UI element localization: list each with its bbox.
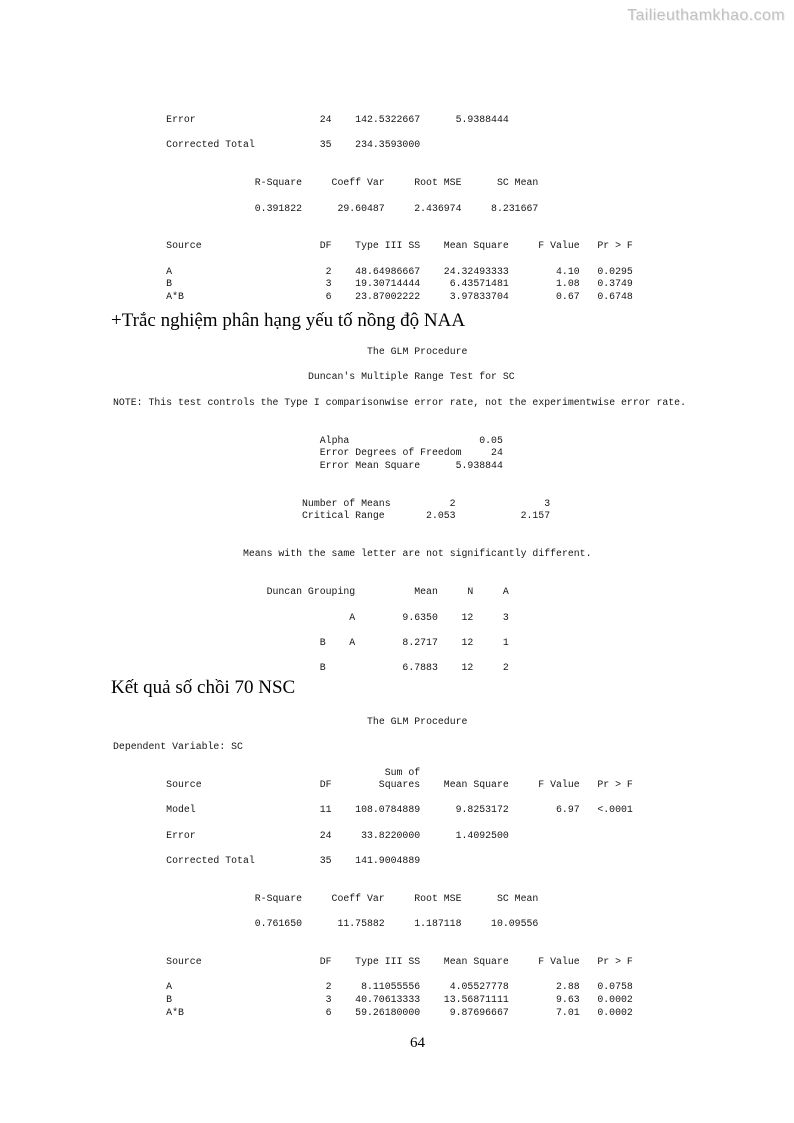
cell-pr: 0.0758 — [597, 981, 633, 993]
col-header-df: DF — [319, 956, 332, 968]
col-header-f-value: F Value — [538, 956, 580, 968]
sas-output-duncan-test — [113, 346, 733, 675]
table-row — [113, 114, 733, 127]
cell-a: 3 — [502, 611, 509, 623]
cell-f: 7.01 — [556, 1006, 580, 1018]
note-line — [113, 397, 733, 410]
cell-n: 12 — [461, 662, 474, 674]
cell-group-letter: B — [319, 636, 326, 648]
table-row — [113, 278, 733, 291]
dependent-variable-text: Dependent Variable: SC — [113, 741, 243, 753]
cell-ms: 24.32493333 — [443, 265, 509, 277]
cell-ms: 4.05527778 — [449, 981, 509, 993]
cell-df: 3 — [325, 278, 332, 290]
cell-ss: 108.0784889 — [355, 804, 421, 816]
cell-source: Model — [166, 804, 196, 816]
note-text: NOTE: This test controls the Type I comparisonwise error rate, not the experimentwise error rate. — [113, 396, 686, 408]
cell-group-letter: B — [319, 662, 326, 674]
param-label: Error Mean Square — [319, 459, 421, 471]
col-header-pr-f: Pr > F — [597, 956, 633, 968]
cell-source: A — [166, 265, 173, 277]
cell-ms: 9.87696667 — [449, 1006, 509, 1018]
col-header-r-square: R-Square — [254, 892, 303, 904]
table-row — [113, 981, 733, 994]
cell-f: 4.10 — [556, 265, 580, 277]
cell-ss: 40.70613333 — [355, 994, 421, 1006]
glm-procedure-title: The GLM Procedure — [367, 716, 468, 727]
grouping-row — [113, 612, 733, 625]
cell-f: 1.08 — [556, 278, 580, 290]
cell-ms: 9.8253172 — [455, 804, 509, 816]
table-row — [113, 1007, 733, 1020]
col-header-mean: Mean — [414, 586, 438, 598]
cell-value: 2.157 — [520, 510, 551, 522]
page-number: 64 — [410, 1035, 425, 1051]
cell-pr: 0.3749 — [597, 278, 633, 290]
cell-pr: 0.0002 — [597, 994, 633, 1006]
cell-df: 35 — [319, 139, 332, 151]
grouping-header-row — [113, 586, 733, 599]
table-header-row — [113, 779, 733, 792]
cell-f: 2.88 — [556, 981, 580, 993]
fit-stats-header-row — [113, 177, 733, 190]
col-header-sc-mean: SC Mean — [496, 177, 539, 189]
cell-sc-mean: 8.231667 — [491, 202, 539, 214]
cell-df: 6 — [325, 1006, 332, 1018]
cell-a: 1 — [502, 636, 509, 648]
grouping-row — [113, 637, 733, 650]
cell-ms: 13.56871111 — [443, 994, 509, 1006]
cell-group-letter: A — [349, 611, 356, 623]
legend-text: Means with the same letter are not significantly different. — [242, 548, 592, 560]
col-header-mean-square: Mean Square — [443, 240, 509, 252]
cell-df: 3 — [325, 994, 332, 1006]
col-header-df: DF — [319, 240, 332, 252]
procedure-title — [113, 346, 733, 359]
cell-ms: 3.97833704 — [449, 291, 509, 302]
col-header-pr-f: Pr > F — [597, 240, 633, 252]
cell-mean: 9.6350 — [402, 611, 438, 623]
cell-df: 6 — [325, 291, 332, 302]
cell-ms: 5.9388444 — [455, 114, 509, 125]
col-header-mean-square: Mean Square — [443, 779, 509, 791]
cell-source: A*B — [166, 1006, 184, 1018]
col-header-a: A — [502, 586, 509, 598]
param-value: 5.938844 — [455, 459, 503, 471]
cell-source: Error — [166, 114, 196, 125]
col-header-type3-ss: Type III SS — [355, 956, 421, 968]
param-label: Error Degrees of Freedom — [319, 447, 462, 459]
col-header-coeff-var: Coeff Var — [331, 892, 385, 904]
cell-source: Corrected Total — [166, 139, 255, 151]
table-header-row — [113, 956, 733, 969]
col-header-pr-f: Pr > F — [597, 779, 633, 791]
test-title — [113, 371, 733, 384]
cell-r-square: 0.391822 — [254, 202, 303, 214]
cell-source: A — [166, 981, 173, 993]
critical-range-row — [113, 510, 733, 523]
cell-ss: 234.3593000 — [355, 139, 421, 151]
col-header-f-value: F Value — [538, 240, 580, 252]
table-row — [113, 855, 733, 868]
cell-value: 2.053 — [426, 510, 456, 522]
param-row — [113, 460, 733, 473]
col-header-df: DF — [319, 779, 332, 791]
cell-source: A*B — [166, 291, 184, 302]
cell-f: 6.97 — [556, 804, 580, 816]
cell-mean: 6.7883 — [402, 662, 438, 674]
col-header-f-value: F Value — [538, 779, 580, 791]
cell-n: 12 — [461, 611, 474, 623]
glm-procedure-title: The GLM Procedure — [367, 346, 468, 357]
param-row — [113, 435, 733, 448]
cell-ss: 141.9004889 — [355, 855, 421, 867]
col-header-duncan-grouping: Duncan Grouping — [266, 586, 356, 598]
col-header-source: Source — [166, 956, 202, 968]
procedure-title — [113, 716, 733, 729]
cell-group-letter: A — [349, 636, 356, 648]
duncan-test-title: Duncan's Multiple Range Test for SC — [307, 371, 515, 383]
col-header-source: Source — [166, 779, 202, 791]
cell-root-mse: 2.436974 — [414, 202, 462, 214]
cell-df: 35 — [319, 855, 332, 867]
cell-ms: 6.43571481 — [449, 278, 509, 290]
param-label: Alpha — [319, 434, 350, 446]
table-row — [113, 266, 733, 279]
cell-f: 0.67 — [556, 291, 580, 302]
table-row — [113, 994, 733, 1007]
row-label: Critical Range — [302, 510, 385, 522]
table-row — [113, 804, 733, 817]
cell-ss: 59.26180000 — [355, 1006, 421, 1018]
table-row — [113, 291, 733, 304]
cell-root-mse: 1.187118 — [414, 918, 462, 930]
cell-df: 11 — [319, 804, 332, 816]
cell-value: 2 — [449, 497, 456, 509]
col-header-sc-mean: SC Mean — [496, 892, 539, 904]
cell-df: 24 — [319, 114, 332, 125]
cell-coeff-var: 11.75882 — [337, 918, 385, 930]
cell-df: 2 — [325, 981, 332, 993]
cell-r-square: 0.761650 — [254, 918, 303, 930]
cell-ss: 19.30714444 — [355, 278, 421, 290]
sum-of-header-line — [113, 767, 733, 780]
cell-value: 3 — [544, 497, 551, 509]
cell-sc-mean: 10.09556 — [491, 918, 539, 930]
cell-source: Corrected Total — [166, 855, 255, 867]
cell-f: 9.63 — [556, 994, 580, 1006]
cell-coeff-var: 29.60487 — [337, 202, 385, 214]
sas-output-anova-continued — [113, 114, 733, 304]
row-label: Number of Means — [302, 497, 391, 509]
cell-ss: 8.11055556 — [361, 981, 421, 993]
col-header-coeff-var: Coeff Var — [331, 177, 385, 189]
cell-pr: 0.0295 — [597, 265, 633, 277]
cell-source: B — [166, 994, 173, 1006]
grouping-row — [113, 662, 733, 675]
table-row — [113, 139, 733, 152]
cell-ss: 142.5322667 — [355, 114, 421, 125]
fit-stats-value-row — [113, 918, 733, 931]
cell-pr: 0.0002 — [597, 1006, 633, 1018]
cell-source: Error — [166, 829, 196, 841]
dependent-variable-line — [113, 741, 733, 754]
table-row — [113, 830, 733, 843]
cell-source: B — [166, 278, 173, 290]
param-value: 0.05 — [479, 434, 503, 446]
cell-df: 24 — [319, 829, 332, 841]
col-header-r-square: R-Square — [254, 177, 303, 189]
section-heading-naa-ranking: +Trắc nghiệm phân hạng yếu tố nồng độ NAA — [111, 310, 466, 331]
param-row — [113, 447, 733, 460]
sas-output-glm-70nsc — [113, 716, 733, 1019]
cell-pr: <.0001 — [597, 804, 633, 816]
col-header-mean-square: Mean Square — [443, 956, 509, 968]
cell-ms: 1.4092500 — [455, 829, 509, 841]
cell-df: 2 — [325, 265, 332, 277]
watermark-text: Tailieuthamkhao.com — [627, 7, 785, 24]
cell-a: 2 — [502, 662, 509, 674]
fit-stats-value-row — [113, 203, 733, 216]
legend-line — [113, 548, 733, 561]
col-header-type3-ss: Type III SS — [355, 240, 421, 252]
col-header-sum-of: Sum of — [384, 766, 421, 778]
section-heading-shoots-70nsc: Kết quả số chồi 70 NSC — [111, 677, 296, 698]
col-header-root-mse: Root MSE — [414, 892, 462, 904]
fit-stats-header-row — [113, 893, 733, 906]
cell-pr: 0.6748 — [597, 291, 633, 302]
cell-ss: 48.64986667 — [355, 265, 421, 277]
col-header-source: Source — [166, 240, 202, 252]
cell-mean: 8.2717 — [402, 636, 438, 648]
col-header-squares: Squares — [378, 779, 421, 791]
col-header-root-mse: Root MSE — [414, 177, 462, 189]
cell-ss: 33.8220000 — [361, 829, 421, 841]
col-header-n: N — [467, 586, 474, 598]
cell-n: 12 — [461, 636, 474, 648]
param-value: 24 — [491, 447, 503, 459]
cell-ss: 23.87002222 — [355, 291, 421, 302]
table-header-row — [113, 240, 733, 253]
number-of-means-row — [113, 498, 733, 511]
